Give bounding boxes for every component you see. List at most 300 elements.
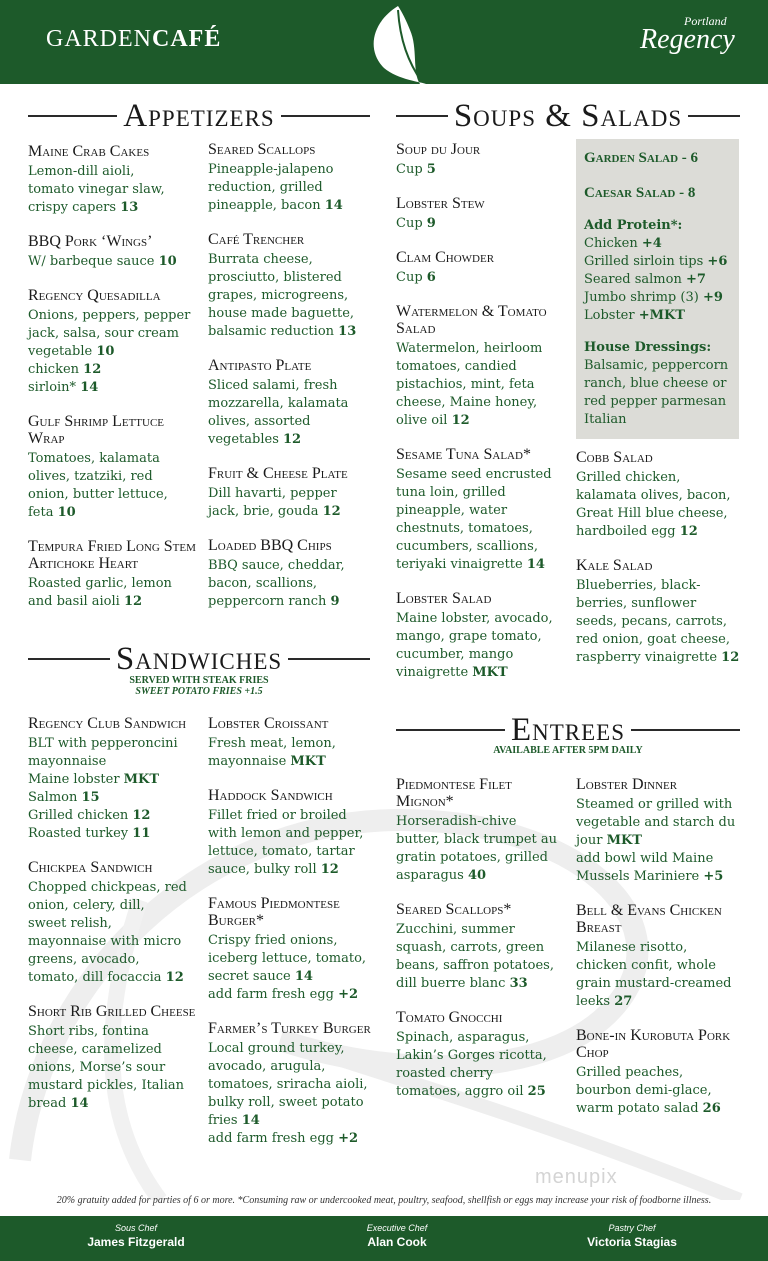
protein-option bbox=[584, 235, 739, 253]
line-text: leeks bbox=[576, 994, 615, 1009]
description-line: chicken confit, whole bbox=[576, 958, 716, 973]
line-text: jour bbox=[576, 833, 607, 848]
menu-item-name: Piedmontese Filet Mignon* bbox=[396, 776, 512, 810]
description-line bbox=[208, 968, 376, 986]
price: 10 bbox=[96, 344, 115, 359]
menu-item-description bbox=[28, 163, 202, 217]
line-text: vegetables bbox=[208, 432, 284, 447]
description-line: Steamed or grilled with bbox=[576, 797, 733, 812]
line-text: sirloin* bbox=[28, 380, 81, 395]
menu-item-name: Clam Chowder bbox=[396, 249, 495, 266]
description-line bbox=[396, 556, 572, 574]
description-line: mozzarella, kalamata bbox=[208, 396, 349, 411]
line-text: Grilled chicken bbox=[28, 808, 133, 823]
line-text: W/ barbeque sauce bbox=[28, 254, 159, 269]
dressing-heading: House Dressings: bbox=[584, 340, 712, 355]
line-text: hardboiled egg bbox=[576, 524, 680, 539]
line-text: Chicken bbox=[584, 236, 642, 251]
menu-item-name: Antipasto Plate bbox=[208, 357, 312, 374]
description-line: Milanese risotto, bbox=[576, 940, 688, 955]
description-line: bacon, scallions, bbox=[208, 576, 317, 591]
description-line: Maine lobster, avocado, bbox=[396, 611, 553, 626]
description-line bbox=[396, 867, 572, 885]
line-text: teriyaki vinaigrette bbox=[396, 557, 527, 572]
description-line: Blueberries, black- bbox=[576, 578, 701, 593]
description-line: Burrata cheese, bbox=[208, 252, 313, 267]
soups-heading bbox=[396, 96, 740, 136]
description-line bbox=[396, 269, 572, 287]
dressing-list bbox=[584, 339, 739, 429]
menu-item-description bbox=[208, 932, 376, 1004]
description-line bbox=[28, 807, 204, 825]
price: 25 bbox=[527, 1084, 546, 1099]
description-line bbox=[208, 197, 376, 215]
description-line: Grilled chicken, bbox=[576, 470, 681, 485]
description-line bbox=[576, 649, 746, 667]
price: 12 bbox=[283, 432, 302, 447]
menu-item-description bbox=[28, 253, 202, 271]
line-text: feta bbox=[28, 505, 58, 520]
description-line: grain mustard-creamed bbox=[576, 976, 732, 991]
price: +5 bbox=[703, 869, 724, 884]
description-line bbox=[28, 593, 202, 611]
line-text: warm potato salad bbox=[576, 1101, 703, 1116]
description-line: Crispy fried onions, bbox=[208, 933, 338, 948]
line-text: chicken bbox=[28, 362, 84, 377]
description-line bbox=[28, 789, 204, 807]
description-line: onions, Morse’s sour bbox=[28, 1060, 166, 1075]
line-text: mayonnaise bbox=[208, 754, 291, 769]
pastry-chef-name: Victoria Stagias bbox=[587, 1235, 677, 1249]
menu-item bbox=[208, 537, 376, 611]
description-line: prosciutto, blistered bbox=[208, 270, 342, 285]
pastry-chef-role: Pastry Chef bbox=[608, 1223, 656, 1233]
line-text: peppercorn ranch bbox=[208, 594, 331, 609]
price: 9 bbox=[330, 594, 340, 609]
description-line bbox=[396, 161, 572, 179]
menu-item-description bbox=[208, 251, 376, 341]
description-line: cucumbers, scallions, bbox=[396, 539, 538, 554]
menu-item-name: Seared Scallops* bbox=[396, 901, 512, 918]
price: 12 bbox=[679, 524, 698, 539]
sandwiches-right-column bbox=[208, 715, 376, 1164]
description-line: Lakin’s Gorges ricotta, bbox=[396, 1048, 547, 1063]
menu-item-description bbox=[396, 813, 572, 885]
description-line bbox=[28, 771, 204, 789]
description-line bbox=[208, 986, 376, 1004]
price: 12 bbox=[83, 362, 102, 377]
line-text: and basil aioli bbox=[28, 594, 124, 609]
menu-item-name: Bone-in Kurobuta Pork Chop bbox=[576, 1027, 731, 1061]
description-line: berries, sunflower bbox=[576, 596, 697, 611]
menu-item bbox=[208, 715, 376, 771]
menupix-watermark: menupix bbox=[535, 1166, 618, 1188]
menu-item-description bbox=[208, 485, 376, 521]
menu-item bbox=[396, 901, 572, 993]
line-text: crispy capers bbox=[28, 200, 121, 215]
description-line: bourbon demi-glace, bbox=[576, 1083, 712, 1098]
description-line bbox=[576, 832, 746, 850]
soups-left-column bbox=[396, 141, 572, 698]
description-line: Fillet fried or broiled bbox=[208, 808, 347, 823]
entrees-right-column bbox=[576, 776, 746, 1134]
protein-lines bbox=[584, 235, 739, 325]
description-line: BBQ sauce, cheddar, bbox=[208, 558, 345, 573]
description-line: Fresh meat, lemon, bbox=[208, 736, 336, 751]
line-text: jack, brie, gouda bbox=[208, 504, 323, 519]
menu-item-description bbox=[28, 575, 202, 611]
line-text: asparagus bbox=[396, 868, 468, 883]
description-line: pistachios, mint, feta bbox=[396, 377, 535, 392]
price: 10 bbox=[57, 505, 76, 520]
menu-item-description bbox=[396, 1029, 572, 1101]
description-line: tomato vinegar slaw, bbox=[28, 182, 165, 197]
menu-item-description bbox=[576, 939, 746, 1011]
description-line: tomatoes, sriracha aioli, bbox=[208, 1077, 368, 1092]
description-line bbox=[28, 343, 202, 361]
sandwiches-heading bbox=[28, 639, 370, 679]
price: +9 bbox=[702, 290, 723, 305]
menu-item-name: Sesame Tuna Salad* bbox=[396, 446, 531, 463]
menu-item bbox=[396, 1009, 572, 1101]
sous-chef bbox=[36, 1222, 236, 1250]
description-line: red onion, goat cheese, bbox=[576, 632, 730, 647]
line-text: Jumbo shrimp (3) bbox=[584, 290, 703, 305]
description-line: Spinach, asparagus, bbox=[396, 1030, 530, 1045]
sandwiches-subtitle bbox=[28, 675, 370, 697]
menu-item-description bbox=[28, 1023, 204, 1113]
menu-item-name: Tempura Fried Long Stem Artichoke Heart bbox=[28, 538, 196, 572]
menu-item-description bbox=[576, 577, 746, 667]
line-text: olive oil bbox=[396, 413, 452, 428]
menu-item-name: Bell & Evans Chicken Breast bbox=[576, 902, 722, 936]
menu-item bbox=[396, 776, 572, 885]
menu-item-description bbox=[396, 466, 572, 574]
price: 13 bbox=[338, 324, 357, 339]
description-line: Watermelon, heirloom bbox=[396, 341, 543, 356]
menu-item-name: Kale Salad bbox=[576, 557, 653, 574]
menu-item-description bbox=[208, 377, 376, 449]
description-line: add bowl wild Maine bbox=[576, 851, 714, 866]
description-line: mango, grape tomato, bbox=[396, 629, 542, 644]
description-line: roasted cherry bbox=[396, 1066, 493, 1081]
price: 12 bbox=[165, 970, 184, 985]
price: 12 bbox=[322, 504, 341, 519]
description-line: iceberg lettuce, tomato, bbox=[208, 951, 367, 966]
price: 15 bbox=[81, 790, 100, 805]
price: 14 bbox=[241, 1113, 260, 1128]
soups-title: Soups & Salads bbox=[453, 97, 683, 134]
menu-item bbox=[396, 195, 572, 233]
description-line bbox=[576, 868, 746, 886]
line-text: Lobster bbox=[584, 308, 639, 323]
description-line bbox=[28, 1095, 204, 1113]
caesar-salad: Caesar Salad - 8 bbox=[584, 185, 696, 201]
description-line: vegetable and starch du bbox=[576, 815, 736, 830]
protein-option bbox=[584, 271, 739, 289]
description-line: Tomatoes, kalamata bbox=[28, 451, 160, 466]
sous-chef-name: James Fitzgerald bbox=[87, 1235, 185, 1249]
price: 14 bbox=[526, 557, 545, 572]
menu-item bbox=[28, 538, 202, 611]
menu-item bbox=[208, 895, 376, 1004]
line-text: sauce, bulky roll bbox=[208, 862, 321, 877]
header-bar bbox=[0, 0, 768, 84]
appetizers-title: Appetizers bbox=[123, 97, 275, 134]
description-line: BLT with pepperoncini bbox=[28, 736, 178, 751]
price: +4 bbox=[641, 236, 662, 251]
entrees-left-column bbox=[396, 776, 572, 1117]
price: 13 bbox=[120, 200, 139, 215]
menu-item bbox=[576, 449, 746, 541]
description-line: Onions, peppers, pepper bbox=[28, 308, 191, 323]
price: 33 bbox=[509, 976, 528, 991]
description-line: Chopped chickpeas, red bbox=[28, 880, 187, 895]
price: 12 bbox=[451, 413, 470, 428]
line-text: Mussels Mariniere bbox=[576, 869, 704, 884]
logo-regency: Regency bbox=[640, 24, 735, 55]
menu-item bbox=[396, 303, 572, 430]
description-line: Grilled peaches, bbox=[576, 1065, 684, 1080]
menu-item-name: Soup du Jour bbox=[396, 141, 481, 158]
executive-chef-role: Executive Chef bbox=[366, 1223, 428, 1233]
menu-item-description bbox=[396, 215, 572, 233]
menu-item-description bbox=[208, 1040, 376, 1148]
description-line bbox=[396, 1083, 572, 1101]
description-line bbox=[208, 593, 376, 611]
price: 14 bbox=[70, 1096, 89, 1111]
menu-item bbox=[208, 1020, 376, 1148]
line-text: dill buerre blanc bbox=[396, 976, 510, 991]
description-line: house made baguette, bbox=[208, 306, 355, 321]
description-line: beans, saffron potatoes, bbox=[396, 958, 554, 973]
line-text: Cup bbox=[396, 216, 427, 231]
line-text: Roasted turkey bbox=[28, 826, 133, 841]
menu-item bbox=[208, 231, 376, 341]
description-line bbox=[28, 361, 202, 379]
description-line: Great Hill blue cheese, bbox=[576, 506, 728, 521]
menu-item-description bbox=[576, 1064, 746, 1118]
appetizers-heading bbox=[28, 96, 370, 136]
line-text: Cup bbox=[396, 162, 427, 177]
menu-item-description bbox=[396, 340, 572, 430]
description-line: cheese, caramelized bbox=[28, 1042, 162, 1057]
price: 12 bbox=[721, 650, 740, 665]
menu-item-description bbox=[208, 161, 376, 215]
menu-item bbox=[28, 859, 204, 987]
brand-logo bbox=[46, 26, 221, 53]
menu-item bbox=[396, 249, 572, 287]
line-text: fries bbox=[208, 1113, 242, 1128]
menu-item-name: Regency Quesadilla bbox=[28, 287, 161, 304]
menu-item-description bbox=[28, 735, 204, 843]
description-line: with lemon and pepper, bbox=[208, 826, 364, 841]
description-line bbox=[208, 753, 376, 771]
price: MKT bbox=[606, 833, 642, 848]
description-line bbox=[28, 969, 204, 987]
description-line: mayonnaise with micro bbox=[28, 934, 182, 949]
description-line: Short ribs, fontina bbox=[28, 1024, 149, 1039]
menu-item-description bbox=[208, 735, 376, 771]
price: 14 bbox=[294, 969, 313, 984]
menu-item-name: Café Trencher bbox=[208, 231, 305, 248]
description-line: reduction, grilled bbox=[208, 180, 323, 195]
description-line bbox=[208, 323, 376, 341]
menu-item bbox=[208, 141, 376, 215]
menu-item bbox=[396, 446, 572, 574]
line-text: Salmon bbox=[28, 790, 82, 805]
salads-right-column bbox=[576, 449, 746, 683]
dressing-line: Italian bbox=[584, 412, 627, 427]
description-line: pineapple, water bbox=[396, 503, 508, 518]
menu-item-description bbox=[396, 269, 572, 287]
protein-list bbox=[584, 217, 739, 325]
description-line: mustard pickles, Italian bbox=[28, 1078, 184, 1093]
menu-item-name: Regency Club Sandwich bbox=[28, 715, 187, 732]
description-line: Sesame seed encrusted bbox=[396, 467, 552, 482]
description-line bbox=[396, 664, 572, 682]
description-line bbox=[396, 975, 572, 993]
line-text: secret sauce bbox=[208, 969, 295, 984]
description-line: Zucchini, summer bbox=[396, 922, 515, 937]
dressing-line: ranch, blue cheese or bbox=[584, 376, 727, 391]
line-text: add farm fresh egg bbox=[208, 987, 339, 1002]
menu-item-description bbox=[396, 921, 572, 993]
logo-portland: Portland bbox=[684, 14, 727, 28]
price: 12 bbox=[320, 862, 339, 877]
menu-item bbox=[208, 357, 376, 449]
description-line bbox=[396, 215, 572, 233]
price: 27 bbox=[614, 994, 633, 1009]
description-line: bulky roll, sweet potato bbox=[208, 1095, 364, 1110]
description-line bbox=[208, 861, 376, 879]
sandwiches-title: Sandwiches bbox=[115, 640, 283, 677]
menu-item-name: Lobster Dinner bbox=[576, 776, 678, 793]
menu-item-name: Cobb Salad bbox=[576, 449, 653, 466]
menu-item-description bbox=[576, 796, 746, 886]
footer-bar bbox=[0, 1216, 768, 1261]
line-text: vegetable bbox=[28, 344, 97, 359]
salad-box bbox=[576, 139, 739, 439]
description-line: tuna loin, grilled bbox=[396, 485, 506, 500]
menu-item-name: Farmer’s Turkey Burger bbox=[208, 1020, 371, 1037]
description-line: jack, salsa, sour cream bbox=[28, 326, 179, 341]
menu-item-description bbox=[208, 807, 376, 879]
entrees-title: Entrees bbox=[510, 711, 626, 748]
description-line: squash, carrots, green bbox=[396, 940, 545, 955]
menu-item bbox=[576, 776, 746, 886]
description-line bbox=[208, 431, 376, 449]
price: 10 bbox=[158, 254, 177, 269]
appetizers-right-column bbox=[208, 141, 376, 627]
menu-item-name: BBQ Pork ‘Wings’ bbox=[28, 233, 153, 250]
leaf-icon bbox=[362, 0, 428, 84]
menu-item-name: Haddock Sandwich bbox=[208, 787, 333, 804]
description-line: Lemon-dill aioli, bbox=[28, 164, 135, 179]
description-line: kalamata olives, bacon, bbox=[576, 488, 731, 503]
price: 6 bbox=[426, 270, 436, 285]
menu-item bbox=[28, 1003, 204, 1113]
price: 14 bbox=[80, 380, 99, 395]
description-line: Pineapple-jalapeno bbox=[208, 162, 334, 177]
line-text: pineapple, bacon bbox=[208, 198, 325, 213]
menu-item-name: Short Rib Grilled Cheese bbox=[28, 1003, 196, 1020]
appetizers-left-column bbox=[28, 143, 202, 627]
price: 40 bbox=[467, 868, 487, 883]
description-line bbox=[396, 412, 572, 430]
menu-item-description bbox=[576, 469, 746, 541]
pastry-chef bbox=[532, 1222, 732, 1250]
description-line: greens, avocado, bbox=[28, 952, 140, 967]
entrees-subtitle bbox=[396, 745, 740, 756]
entrees-sub: AVAILABLE AFTER 5PM DAILY bbox=[493, 745, 643, 756]
menu-item-description bbox=[28, 879, 204, 987]
description-line: gratin potatoes, grilled bbox=[396, 850, 549, 865]
description-line: avocado, arugula, bbox=[208, 1059, 326, 1074]
sandwiches-left-column bbox=[28, 715, 204, 1129]
brand-part1: GARDEN bbox=[46, 26, 152, 52]
description-line: olives, tzatziki, red bbox=[28, 469, 153, 484]
description-line: olives, assorted bbox=[208, 414, 311, 429]
description-line bbox=[28, 379, 202, 397]
description-line bbox=[208, 503, 376, 521]
menu-item bbox=[28, 413, 202, 522]
description-line bbox=[28, 253, 202, 271]
menu-item-description bbox=[28, 450, 202, 522]
dressing-line: red pepper parmesan bbox=[584, 394, 727, 409]
menu-item-name: Seared Scallops bbox=[208, 141, 316, 158]
line-text: balsamic reduction bbox=[208, 324, 339, 339]
price: 26 bbox=[702, 1101, 721, 1116]
menu-item bbox=[576, 557, 746, 667]
executive-chef bbox=[297, 1222, 497, 1250]
description-line: butter, black trumpet au bbox=[396, 832, 558, 847]
line-text: tomatoes, aggro oil bbox=[396, 1084, 528, 1099]
price: 12 bbox=[123, 594, 143, 609]
price: 12 bbox=[132, 808, 151, 823]
sous-chef-role: Sous Chef bbox=[114, 1223, 158, 1233]
menu-item-description bbox=[208, 557, 376, 611]
menu-item-description bbox=[396, 610, 572, 682]
menu-item-name: Lobster Stew bbox=[396, 195, 485, 212]
description-line bbox=[28, 825, 204, 843]
description-line: cucumber, mango bbox=[396, 647, 514, 662]
description-line: chestnuts, tomatoes, bbox=[396, 521, 533, 536]
description-line: Sliced salami, fresh bbox=[208, 378, 338, 393]
line-text: raspberry vinaigrette bbox=[576, 650, 722, 665]
protein-option bbox=[584, 289, 739, 307]
menu-item-description bbox=[396, 161, 572, 179]
line-text: Grilled sirloin tips bbox=[584, 254, 708, 269]
description-line: onion, celery, dill, bbox=[28, 898, 145, 913]
description-line bbox=[576, 1100, 746, 1118]
description-line: sweet relish, bbox=[28, 916, 112, 931]
menu-item-name: Watermelon & Tomato Salad bbox=[396, 303, 547, 337]
menu-item bbox=[28, 715, 204, 843]
line-text: tomato, dill focaccia bbox=[28, 970, 166, 985]
executive-chef-name: Alan Cook bbox=[367, 1235, 427, 1249]
description-line bbox=[208, 1112, 376, 1130]
protein-heading: Add Protein*: bbox=[584, 218, 683, 233]
line-text: Seared salmon bbox=[584, 272, 686, 287]
menu-item-name: Lobster Salad bbox=[396, 590, 492, 607]
description-line: Horseradish-chive bbox=[396, 814, 517, 829]
protein-option bbox=[584, 307, 739, 325]
price: MKT bbox=[472, 665, 508, 680]
description-line: seeds, pecans, carrots, bbox=[576, 614, 727, 629]
price: +6 bbox=[707, 254, 728, 269]
entrees-heading bbox=[396, 710, 740, 750]
